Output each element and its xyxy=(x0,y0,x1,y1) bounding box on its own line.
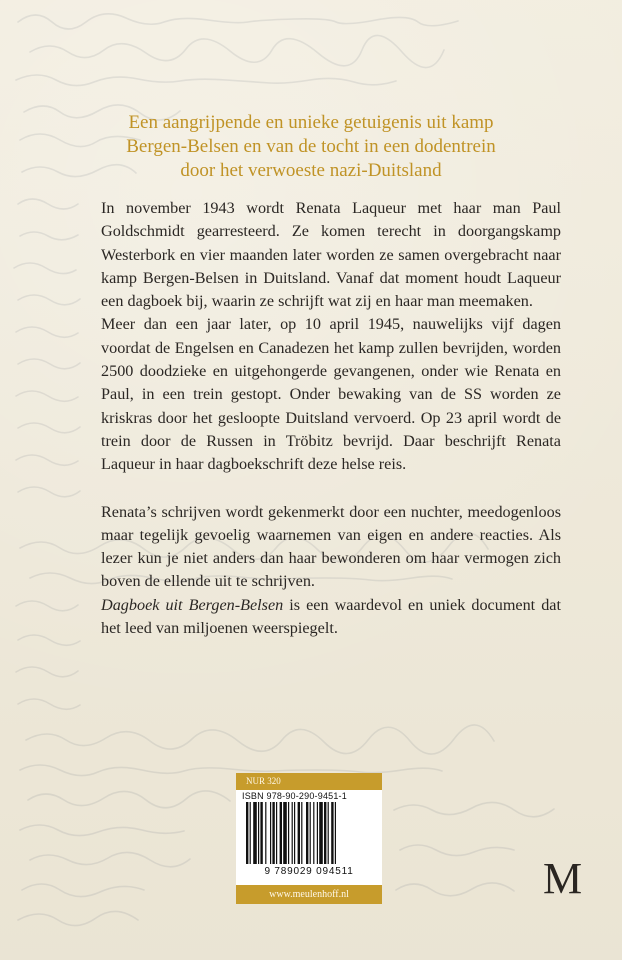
barcode-bar xyxy=(246,802,248,864)
paragraph-document xyxy=(101,594,561,641)
isbn-label: ISBN 978-90-290-9451-1 xyxy=(242,791,347,801)
barcode-bar xyxy=(272,802,274,864)
barcode-bar xyxy=(253,802,257,864)
barcode-bar xyxy=(319,802,323,864)
nur-label: NUR 320 xyxy=(236,773,382,790)
barcode-bar xyxy=(250,802,251,864)
barcode-bar xyxy=(292,802,293,864)
paragraph-train: Meer dan een jaar later, op 10 april 1945, nauwelijks vijf dagen voordat de Engelsen en Canadezen het kamp zullen bevrijden, worden 2500 doodzieke en uitgehongerde gevangenen, onder wie Renata en Paul, in een trein gestopt. Onder bewaking van de SS worden ze kriskras door het gesloopte Duitsland vervoerd. Op 23 april wordt de trein door de Russen in Tröbitz bevrijd. Daar beschrijft Renata Laqueur in haar dagboekschrift deze helse reis. xyxy=(101,315,561,474)
barcode-bar xyxy=(260,802,262,864)
barcode-bar xyxy=(270,802,271,864)
barcode-bar xyxy=(298,802,300,864)
barcode-bar xyxy=(317,802,318,864)
publisher-logo: M xyxy=(543,854,583,903)
tagline-line-3: door het verwoeste nazi-Duitsland xyxy=(180,160,442,181)
barcode-bar xyxy=(313,802,314,864)
barcode-bar xyxy=(283,802,287,864)
tagline xyxy=(60,111,562,183)
paragraph-arrest: In november 1943 wordt Renata Laqueur met haar man Paul Goldschmidt gearresteerd. Ze komen terecht in doorgangskamp Westerbork en vier maanden later worden ze samen overgebracht naar kamp Bergen-Belsen in Duitsland. Vanaf dat moment houdt Laqueur een dagboek bij, waarin ze schrijft wat zij en haar man meemaken. xyxy=(101,199,561,311)
website-label: www.meulenhoff.nl xyxy=(236,885,382,904)
back-cover-text xyxy=(101,197,561,640)
barcode-bar xyxy=(335,802,336,864)
book-title: Dagboek uit Bergen-Belsen xyxy=(101,595,284,614)
barcode-bar xyxy=(294,802,295,864)
paragraph-writing: Renata’s schrijven wordt gekenmerkt door een nuchter, meedogenloos maar tegelijk gevoelig waarnemen van eigen en andere reacties. Als lezer kun je niet anders dan haar bewonderen om haar vermogen zich boven de ellende uit te schrijven. xyxy=(101,502,561,591)
barcode-panel xyxy=(236,790,382,885)
barcode-bar xyxy=(301,802,302,864)
barcode-bar xyxy=(265,802,266,864)
barcode-bar xyxy=(280,802,282,864)
barcode-bar xyxy=(276,802,277,864)
barcode-bars xyxy=(246,802,372,864)
tagline-line-2: Bergen-Belsen en van de tocht in een dodentrein xyxy=(126,136,496,157)
barcode-bar xyxy=(306,802,308,864)
barcode-bar xyxy=(288,802,289,864)
tagline-line-1: Een aangrijpende en unieke getuigenis uit kamp xyxy=(128,112,494,133)
barcode-bar xyxy=(324,802,326,864)
paragraph-document-rest: is een waardevol en uniek document dat het leed van miljoenen weerspiegelt. xyxy=(101,595,561,638)
barcode-bar xyxy=(328,802,329,864)
barcode-block xyxy=(236,773,382,904)
barcode-bar xyxy=(310,802,311,864)
barcode-bar xyxy=(331,802,333,864)
barcode-bar xyxy=(258,802,259,864)
barcode-number: 9 789029 094511 xyxy=(264,866,354,877)
